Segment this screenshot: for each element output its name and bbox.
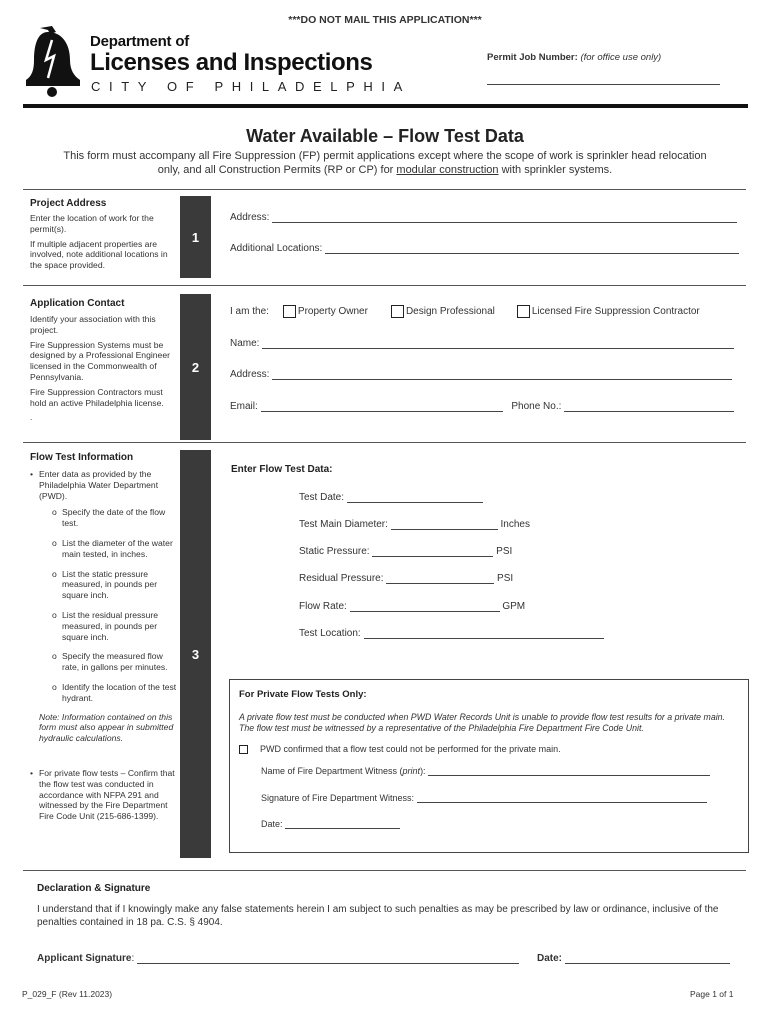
sub2-text: List the diameter of the water main tested, in inches. bbox=[62, 537, 173, 559]
sub-item-residual: o List the residual pressure measured, in pounds per square inch. bbox=[52, 610, 180, 642]
enter-flow-test-label: Enter Flow Test Data: bbox=[231, 464, 333, 475]
static-pressure-label: Static Pressure: bbox=[299, 546, 370, 557]
intro-part1: This form must accompany all Fire Suppression (FP) permit applications except where the scope of work is sprinkler head relocation only, and all Construction Permits (RP or CP) for bbox=[63, 150, 707, 176]
hydraulic-note: Note: Information contained on this form must also appear in submitted hydraulic calculations. bbox=[39, 711, 174, 744]
section1-number: 1 bbox=[180, 196, 211, 278]
sub5-text: Specify the measured flow rate, in gallons per minutes. bbox=[62, 651, 168, 673]
association-row bbox=[230, 305, 700, 318]
section1-help1: Enter the location of work for the permit(s). bbox=[30, 213, 154, 234]
declaration-divider bbox=[23, 870, 746, 871]
sub6-text: Identify the location of the test hydrant. bbox=[62, 681, 177, 703]
section2-help2: Fire Suppression Systems must be designed by a Professional Engineer licensed in the Commonwealth of Pennsylvania. bbox=[30, 339, 170, 382]
inches-unit: Inches bbox=[500, 519, 530, 530]
org-name-line1: Department of bbox=[90, 33, 190, 50]
witness-date-row bbox=[261, 818, 400, 829]
bullet2-text: For private flow tests – Confirm that the flow test was conducted in accordance with NFPA 291 and witnessed by the Fire Department Fire Code Unit (215-686-1399). bbox=[39, 767, 175, 822]
additional-locations-label: Additional Locations: bbox=[230, 243, 323, 254]
section1-help bbox=[30, 213, 176, 275]
iam-label: I am the: bbox=[230, 306, 269, 317]
phone-field[interactable] bbox=[564, 401, 734, 412]
witness-date-field[interactable] bbox=[285, 818, 400, 829]
pwd-confirm-checkbox[interactable] bbox=[239, 745, 248, 754]
section2-heading: Application Contact bbox=[30, 298, 125, 309]
project-address-row bbox=[230, 212, 737, 223]
pwd-confirm-label: PWD confirmed that a flow test could not be performed for the private main. bbox=[260, 744, 561, 754]
main-diameter-label: Test Main Diameter: bbox=[299, 519, 388, 530]
form-id: P_029_F (Rev 11.2023) bbox=[22, 989, 113, 999]
witness-signature-field[interactable] bbox=[417, 792, 707, 803]
permit-job-note: (for office use only) bbox=[580, 52, 662, 63]
section3-number: 3 bbox=[180, 450, 211, 858]
residual-pressure-row bbox=[299, 573, 513, 584]
phone-label: Phone No.: bbox=[511, 401, 562, 412]
applicant-date-field[interactable] bbox=[565, 953, 730, 964]
email-label: Email: bbox=[230, 401, 258, 412]
additional-locations-field[interactable] bbox=[325, 243, 739, 254]
test-date-row bbox=[299, 492, 483, 503]
contact-address-label: Address: bbox=[230, 369, 270, 380]
applicant-signature-field[interactable] bbox=[137, 953, 519, 964]
sub1-text: Specify the date of the flow test. bbox=[62, 507, 166, 529]
licensed-contractor-label: Licensed Fire Suppression Contractor bbox=[531, 306, 700, 317]
applicant-date-label: Date: bbox=[537, 953, 563, 964]
sub-item-static: o List the static pressure measured, in pounds per square inch. bbox=[52, 569, 180, 601]
header-divider bbox=[23, 104, 748, 108]
test-date-field[interactable] bbox=[347, 492, 483, 503]
liberty-bell-logo-icon bbox=[22, 26, 86, 98]
applicant-signature-label: Applicant Signature bbox=[37, 953, 132, 964]
bullet-enter-data: • Enter data as provided by the Philadelphia Water Department (PWD). bbox=[30, 469, 180, 501]
page-title: Water Available – Flow Test Data bbox=[246, 126, 524, 146]
intro-text bbox=[60, 149, 710, 177]
permit-job-number-label bbox=[487, 52, 661, 63]
additional-locations-row bbox=[230, 243, 739, 254]
flow-rate-row bbox=[299, 601, 525, 612]
contact-name-label: Name: bbox=[230, 338, 260, 349]
section2-help bbox=[30, 314, 176, 427]
section2-help4: . bbox=[30, 412, 33, 423]
flow-rate-label: Flow Rate: bbox=[299, 601, 347, 612]
test-location-label: Test Location: bbox=[299, 628, 361, 639]
sub4-text: List the residual pressure measured, in pounds per square inch. bbox=[62, 609, 159, 642]
sub-item-flow-rate: o Specify the measured flow rate, in gallons per minutes. bbox=[52, 651, 180, 673]
private-text: A private flow test must be conducted when PWD Water Records Unit is unable to provide flow test results for a private main. The flow test must be witnessed by a representative of the Philadelphia Fire Department Fire Code Unit. bbox=[239, 712, 725, 733]
sub-item-diameter: o List the diameter of the water main tested, in inches. bbox=[52, 538, 180, 560]
permit-job-number-field[interactable] bbox=[487, 84, 720, 85]
applicant-date-row bbox=[537, 953, 730, 964]
pwd-confirm-row bbox=[239, 744, 561, 754]
section3-help bbox=[30, 469, 180, 822]
witness-date-label: Date: bbox=[261, 819, 283, 829]
bullet-private-tests: • For private flow tests – Confirm that the flow test was conducted in accordance with NFPA 291 and witnessed by the Fire Department Fire Code Unit (215-686-1399). bbox=[30, 768, 180, 822]
test-location-row bbox=[299, 628, 604, 639]
property-owner-checkbox[interactable] bbox=[283, 305, 296, 318]
contact-address-row bbox=[230, 369, 732, 380]
witness-name-row bbox=[261, 765, 710, 776]
private-heading: For Private Flow Tests Only: bbox=[239, 689, 367, 700]
applicant-signature-row bbox=[37, 953, 519, 964]
licensed-contractor-checkbox[interactable] bbox=[517, 305, 530, 318]
address-label: Address: bbox=[230, 212, 270, 223]
section2-help3: Fire Suppression Contractors must hold an active Philadelphia license. bbox=[30, 386, 164, 408]
residual-pressure-field[interactable] bbox=[386, 573, 494, 584]
modular-construction-link[interactable]: modular construction bbox=[396, 164, 499, 176]
intro-part2: with sprinkler systems. bbox=[498, 164, 613, 176]
test-date-label: Test Date: bbox=[299, 492, 345, 503]
bullet1-text: Enter data as provided by the Philadelphia Water Department (PWD). bbox=[39, 469, 159, 501]
do-not-mail-notice: ***DO NOT MAIL THIS APPLICATION*** bbox=[288, 14, 482, 26]
witness-name-field[interactable] bbox=[428, 765, 710, 776]
declaration-heading: Declaration & Signature bbox=[37, 883, 151, 894]
main-diameter-field[interactable] bbox=[391, 519, 498, 530]
main-diameter-row bbox=[299, 519, 530, 530]
contact-address-field[interactable] bbox=[272, 369, 732, 380]
declaration-text: I understand that if I knowingly make any false statements herein I am subject to such penalties as may be prescribed by law or ordinance, inclusive of the penalties contained in 18 pa. C.S. § 4904. bbox=[37, 904, 719, 928]
psi-unit-static: PSI bbox=[496, 546, 513, 557]
design-professional-label: Design Professional bbox=[405, 306, 495, 317]
sub-item-date: o Specify the date of the flow test. bbox=[52, 507, 180, 529]
test-location-field[interactable] bbox=[364, 628, 604, 639]
section1-heading: Project Address bbox=[30, 198, 107, 209]
static-pressure-row bbox=[299, 546, 512, 557]
contact-name-field[interactable] bbox=[262, 338, 734, 349]
flow-rate-field[interactable] bbox=[350, 601, 500, 612]
witness-signature-row bbox=[261, 792, 707, 803]
property-owner-label: Property Owner bbox=[297, 306, 368, 317]
org-name-line2: Licenses and Inspections bbox=[90, 49, 373, 76]
witness-signature-label: Signature of Fire Department Witness: bbox=[261, 793, 415, 803]
email-field[interactable] bbox=[261, 401, 503, 412]
permit-job-label: Permit Job Number: bbox=[487, 52, 578, 63]
residual-pressure-label: Residual Pressure: bbox=[299, 573, 384, 584]
page-number: Page 1 of 1 bbox=[690, 989, 734, 999]
witness-name-label: Name of Fire Department Witness ( bbox=[261, 766, 403, 776]
design-professional-checkbox[interactable] bbox=[391, 305, 404, 318]
section3-heading: Flow Test Information bbox=[30, 452, 134, 463]
contact-email-row bbox=[230, 401, 734, 412]
sub3-text: List the static pressure measured, in pounds per square inch. bbox=[62, 568, 158, 601]
gpm-unit: GPM bbox=[502, 601, 526, 612]
org-name-line3: CITY OF PHILADELPHIA bbox=[91, 79, 411, 94]
witness-print-note: print bbox=[402, 766, 421, 776]
sub-item-location: o Identify the location of the test hydrant. bbox=[52, 682, 180, 704]
static-pressure-field[interactable] bbox=[372, 546, 493, 557]
applicant-signature-colon: : bbox=[131, 953, 135, 964]
section1-divider bbox=[23, 189, 746, 190]
section2-help1: Identify your association with this project. bbox=[30, 314, 156, 335]
section3-divider bbox=[23, 442, 746, 443]
psi-unit-residual: PSI bbox=[497, 573, 514, 584]
section2-number: 2 bbox=[180, 294, 211, 440]
address-field[interactable] bbox=[272, 212, 737, 223]
witness-name-close: ): bbox=[420, 766, 426, 776]
contact-name-row bbox=[230, 338, 734, 349]
section1-help2: If multiple adjacent properties are involved, note additional locations in the space provided. bbox=[30, 238, 168, 271]
section2-divider bbox=[23, 285, 746, 286]
